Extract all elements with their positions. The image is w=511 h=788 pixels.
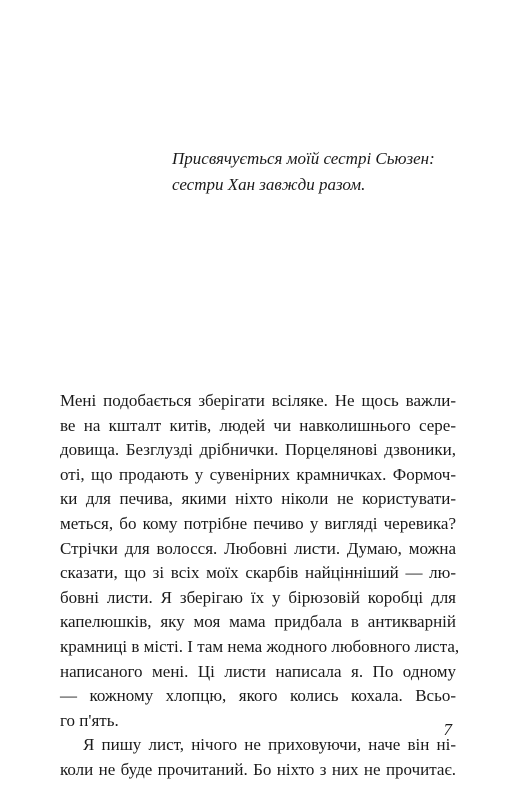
- text-line: меться, бо кому потрібне печиво у вигляді черевика?: [60, 513, 456, 533]
- text-line: ки для печива, якими ніхто ніколи не користувати-: [60, 489, 456, 509]
- text-line: капелюшків, яку моя мама придбала в антикварній: [60, 612, 456, 632]
- text-line: крамниці в місті. І там нема жодного любовного листа,: [60, 636, 460, 656]
- dedication: [172, 146, 452, 198]
- text-line: ве на кшталт китів, людей чи навколишнього сере-: [60, 415, 456, 435]
- text-line: Мені подобається зберігати всіляке. Не щось важли-: [60, 391, 456, 410]
- page-number: 7: [443, 720, 452, 739]
- text-line: Я пишу лист, нічого не приховуючи, наче він ні-: [83, 735, 456, 755]
- body-text: [60, 389, 460, 783]
- text-line: оті, що продають у сувенірних крамничках. Формоч-: [60, 464, 456, 484]
- text-line: бовні листи. Я зберігаю їх у бірюзовій коробці для: [60, 587, 456, 607]
- text-line: коли не буде прочитаний. Бо ніхто з них не прочитає.: [60, 759, 456, 779]
- dedication-line: сестри Хан завжди разом.: [172, 175, 366, 194]
- text-line: го п'ять.: [60, 710, 119, 730]
- text-line: — кожному хлопцю, якого колись кохала. Всьо-: [60, 686, 456, 706]
- text-line: довища. Безглузді дрібнички. Порцелянові дзвоники,: [60, 440, 456, 460]
- text-line: написаного мені. Ці листи написала я. По одному: [60, 661, 456, 681]
- text-line: Стрічки для волосся. Любовні листи. Думаю, можна: [60, 538, 456, 558]
- text-line: сказати, що зі всіх моїх скарбів найцінніший — лю-: [60, 563, 456, 583]
- dedication-line: Присвячується моїй сестрі Сьюзен:: [172, 149, 435, 168]
